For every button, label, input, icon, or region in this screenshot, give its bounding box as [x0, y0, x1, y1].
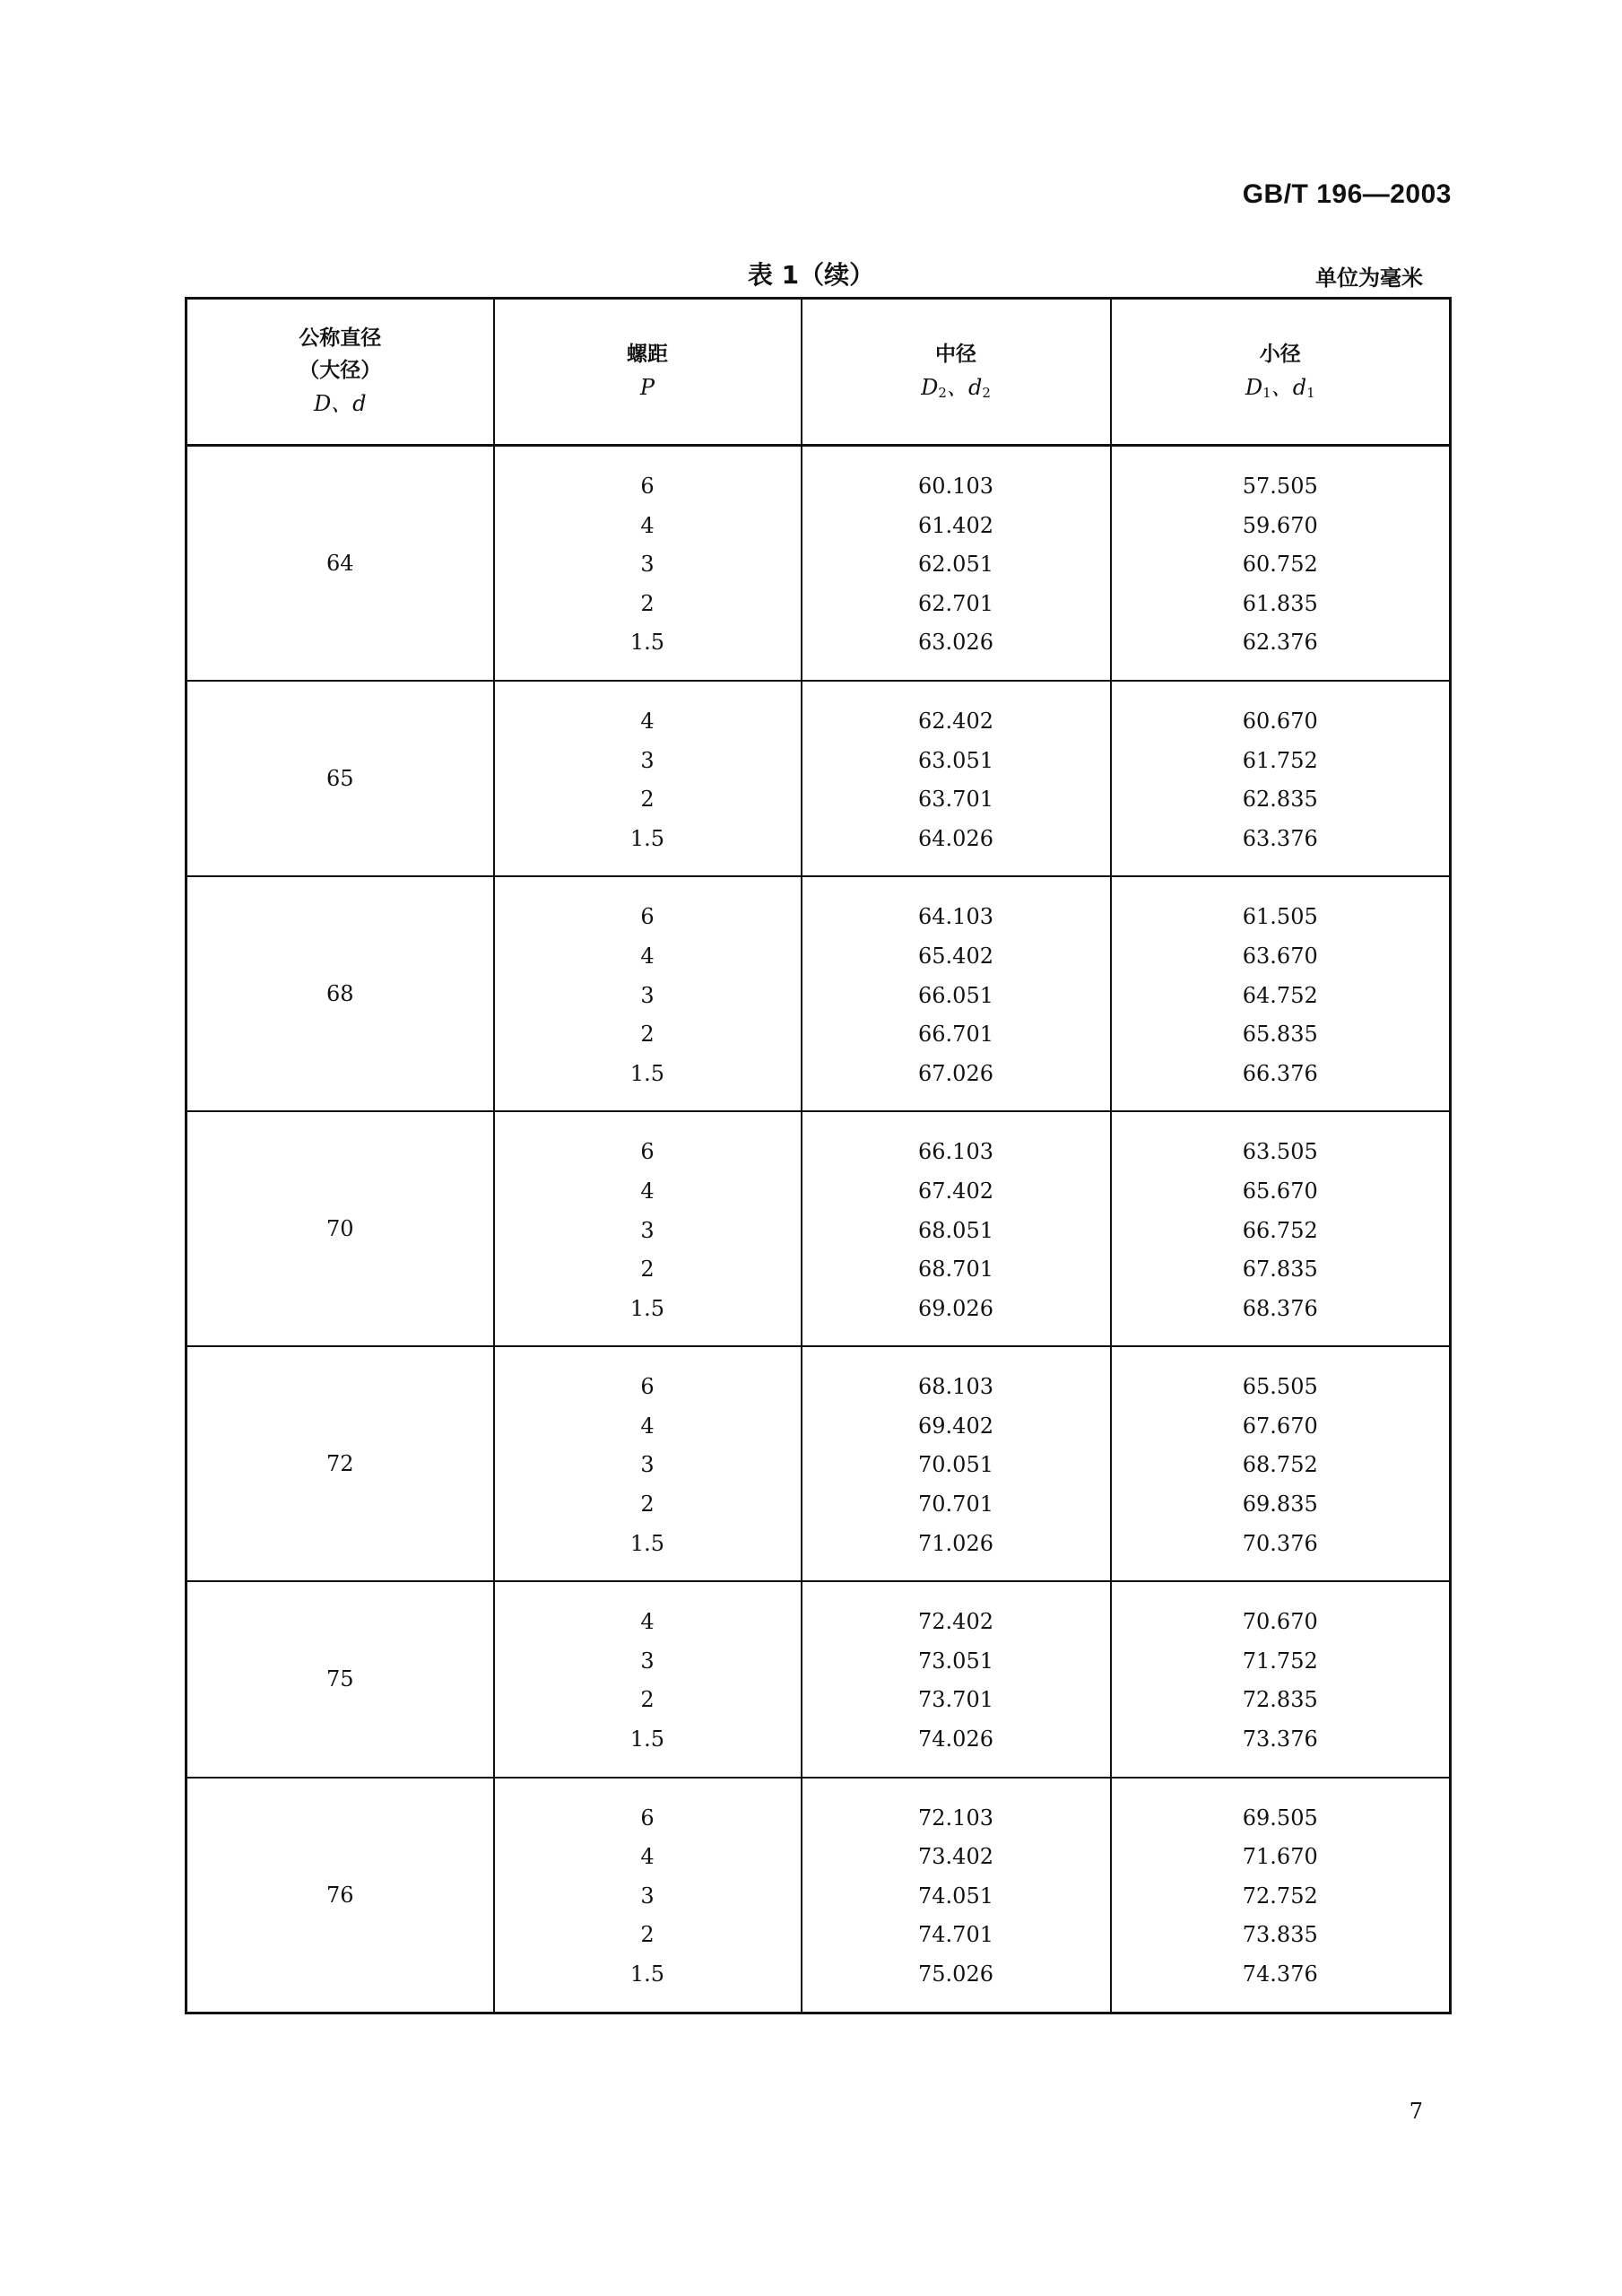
pitch-value: 6: [640, 1805, 655, 1831]
minor-diameter-value: 67.835: [1242, 1257, 1318, 1283]
minor-diameter-cell: [1111, 681, 1451, 876]
pitch-diameter-cell: [802, 1778, 1111, 2013]
minor-diameter-value: 74.376: [1242, 1961, 1318, 1987]
standard-code: GB/T 196—2003: [1242, 179, 1452, 209]
minor-diameter-value: 67.670: [1242, 1413, 1318, 1439]
symbol-minor: d: [1292, 374, 1307, 400]
minor-diameter-value: 71.752: [1242, 1648, 1318, 1674]
pitch-diameter-value: 71.026: [918, 1530, 993, 1556]
pitch-value: 1.5: [629, 1961, 665, 1987]
page-number: 7: [1409, 2099, 1423, 2124]
minor-diameter-list: [1112, 1582, 1450, 1776]
pitch-diameter-value: 63.701: [918, 787, 993, 813]
nominal-diameter-cell: [186, 1346, 494, 1581]
pitch-value: 3: [640, 747, 655, 773]
pitch-cell: [494, 1778, 802, 2013]
pitch-diameter-value: 66.103: [918, 1139, 993, 1165]
header-pitch-symbol: P: [639, 374, 655, 400]
pitch-value: 6: [640, 904, 655, 930]
minor-diameter-cell: [1111, 876, 1451, 1111]
pitch-diameter-value: 73.701: [918, 1687, 993, 1713]
pitch-diameter-value: 75.026: [918, 1961, 993, 1987]
header-pitch-diameter-symbol: $D_2$、$d_2$: [921, 374, 991, 401]
pitch-diameter-cell: [802, 1581, 1111, 1777]
minor-diameter-value: 73.835: [1242, 1922, 1318, 1948]
minor-diameter-value: 72.835: [1242, 1687, 1318, 1713]
nominal-diameter-cell: [186, 876, 494, 1111]
minor-diameter-cell: [1111, 1111, 1451, 1346]
pitch-diameter-value: 74.701: [918, 1922, 993, 1948]
minor-diameter-list: [1112, 1112, 1450, 1345]
pitch-cell: [494, 1581, 802, 1777]
pitch-list: [495, 1347, 801, 1580]
symbol-subscript: 1: [1262, 384, 1271, 401]
minor-diameter-cell: [1111, 446, 1451, 681]
pitch-value: 4: [640, 1413, 655, 1439]
pitch-diameter-value: 72.402: [918, 1609, 993, 1635]
pitch-diameter-list: [802, 1347, 1110, 1580]
pitch-value: 1.5: [629, 1726, 665, 1752]
symbol-subscript: 1: [1306, 384, 1315, 401]
pitch-cell: [494, 1346, 802, 1581]
pitch-value: 2: [640, 590, 655, 616]
pitch-value: 4: [640, 1609, 655, 1635]
table-title: 表 1（续）: [747, 260, 875, 290]
pitch-value: 6: [640, 474, 655, 499]
pitch-diameter-list: [802, 1582, 1110, 1776]
symbol-major: D: [921, 374, 939, 400]
header-minor-diameter: [1111, 299, 1451, 446]
pitch-value: 2: [640, 1022, 655, 1048]
pitch-value: 1.5: [629, 630, 665, 656]
header-minor-diameter-symbol: $D_1$、$d_1$: [1245, 374, 1315, 401]
symbol-major: D: [1245, 374, 1263, 400]
pitch-diameter-value: 67.026: [918, 1060, 993, 1086]
nominal-diameter-value: 72: [325, 1451, 354, 1477]
table-row: [186, 1111, 1451, 1346]
minor-diameter-value: 61.835: [1242, 590, 1318, 616]
thread-dimension-table: [185, 297, 1452, 2014]
pitch-diameter-cell: [802, 681, 1111, 876]
minor-diameter-list: [1112, 1779, 1450, 2012]
pitch-value: 3: [640, 982, 655, 1008]
symbol-subscript: 2: [938, 384, 947, 401]
header-nominal-label: 公称直径: [299, 326, 382, 351]
pitch-diameter-value: 66.701: [918, 1022, 993, 1048]
pitch-diameter-value: 74.051: [918, 1883, 993, 1909]
pitch-diameter-value: 74.026: [918, 1726, 993, 1752]
minor-diameter-value: 57.505: [1242, 474, 1318, 499]
pitch-value: 2: [640, 1257, 655, 1283]
pitch-diameter-list: [802, 877, 1110, 1110]
nominal-diameter-value: 65: [325, 766, 354, 792]
minor-diameter-value: 62.835: [1242, 787, 1318, 813]
pitch-diameter-value: 70.051: [918, 1452, 993, 1478]
pitch-list: [495, 1779, 801, 2012]
minor-diameter-value: 65.670: [1242, 1178, 1318, 1204]
symbol-subscript: 2: [982, 384, 991, 401]
minor-diameter-value: 68.752: [1242, 1452, 1318, 1478]
minor-diameter-value: 69.505: [1242, 1805, 1318, 1831]
minor-diameter-value: 71.670: [1242, 1844, 1318, 1870]
nominal-diameter-value: 68: [325, 981, 354, 1007]
nominal-diameter-cell: [186, 1581, 494, 1777]
pitch-cell: [494, 446, 802, 681]
table-row: [186, 446, 1451, 681]
header-pitch-diameter-label: 中径: [935, 343, 976, 367]
symbol-minor: d: [967, 374, 983, 400]
minor-diameter-value: 59.670: [1242, 512, 1318, 538]
pitch-diameter-cell: [802, 876, 1111, 1111]
pitch-value: 2: [640, 1687, 655, 1713]
minor-diameter-value: 64.752: [1242, 982, 1318, 1008]
header-pitch-label: 螺距: [627, 343, 668, 367]
pitch-diameter-value: 64.103: [918, 904, 993, 930]
minor-diameter-list: [1112, 447, 1450, 680]
pitch-value: 3: [640, 1883, 655, 1909]
pitch-diameter-value: 69.026: [918, 1295, 993, 1321]
minor-diameter-value: 60.752: [1242, 552, 1318, 578]
pitch-value: 2: [640, 1492, 655, 1518]
pitch-list: [495, 1112, 801, 1345]
pitch-value: 3: [640, 552, 655, 578]
pitch-value: 3: [640, 1217, 655, 1243]
pitch-diameter-value: 62.402: [918, 708, 993, 734]
nominal-diameter-cell: [186, 681, 494, 876]
header-minor-diameter-label: 小径: [1259, 343, 1301, 367]
nominal-diameter-cell: [186, 1111, 494, 1346]
pitch-list: [495, 447, 801, 680]
pitch-diameter-list: [802, 1112, 1110, 1345]
pitch-diameter-value: 67.402: [918, 1178, 993, 1204]
pitch-list: [495, 682, 801, 875]
pitch-value: 3: [640, 1648, 655, 1674]
pitch-diameter-value: 62.701: [918, 590, 993, 616]
pitch-diameter-value: 69.402: [918, 1413, 993, 1439]
pitch-value: 4: [640, 512, 655, 538]
table-row: [186, 1581, 1451, 1777]
minor-diameter-value: 63.376: [1242, 825, 1318, 851]
minor-diameter-value: 61.752: [1242, 747, 1318, 773]
header-nominal-sublabel: （大径）: [299, 358, 382, 382]
pitch-diameter-value: 72.103: [918, 1805, 993, 1831]
pitch-diameter-value: 63.051: [918, 747, 993, 773]
pitch-diameter-value: 73.051: [918, 1648, 993, 1674]
pitch-diameter-cell: [802, 1346, 1111, 1581]
pitch-diameter-list: [802, 1779, 1110, 2012]
minor-diameter-value: 65.505: [1242, 1374, 1318, 1400]
pitch-diameter-list: [802, 447, 1110, 680]
minor-diameter-value: 72.752: [1242, 1883, 1318, 1909]
pitch-diameter-value: 73.402: [918, 1844, 993, 1870]
nominal-diameter-value: 75: [325, 1666, 354, 1692]
nominal-diameter-cell: [186, 446, 494, 681]
pitch-diameter-value: 62.051: [918, 552, 993, 578]
pitch-value: 1.5: [629, 1530, 665, 1556]
pitch-diameter-value: 70.701: [918, 1492, 993, 1518]
pitch-cell: [494, 1111, 802, 1346]
nominal-diameter-value: 70: [325, 1216, 354, 1242]
pitch-diameter-cell: [802, 1111, 1111, 1346]
pitch-diameter-value: 64.026: [918, 825, 993, 851]
pitch-diameter-value: 61.402: [918, 512, 993, 538]
minor-diameter-value: 61.505: [1242, 904, 1318, 930]
pitch-value: 4: [640, 943, 655, 969]
pitch-diameter-value: 65.402: [918, 943, 993, 969]
minor-diameter-value: 66.376: [1242, 1060, 1318, 1086]
minor-diameter-cell: [1111, 1778, 1451, 2013]
minor-diameter-value: 68.376: [1242, 1295, 1318, 1321]
minor-diameter-value: 73.376: [1242, 1726, 1318, 1752]
header-nominal-symbol: D、d: [313, 390, 367, 416]
pitch-value: 6: [640, 1139, 655, 1165]
minor-diameter-value: 70.376: [1242, 1530, 1318, 1556]
minor-diameter-list: [1112, 682, 1450, 875]
pitch-diameter-value: 68.701: [918, 1257, 993, 1283]
pitch-value: 1.5: [629, 1295, 665, 1321]
minor-diameter-value: 66.752: [1242, 1217, 1318, 1243]
minor-diameter-value: 63.505: [1242, 1139, 1318, 1165]
minor-diameter-value: 60.670: [1242, 708, 1318, 734]
pitch-diameter-cell: [802, 446, 1111, 681]
minor-diameter-value: 63.670: [1242, 943, 1318, 969]
nominal-diameter-cell: [186, 1778, 494, 2013]
pitch-value: 4: [640, 1844, 655, 1870]
header-pitch-diameter: [802, 299, 1111, 446]
minor-diameter-cell: [1111, 1581, 1451, 1777]
pitch-cell: [494, 681, 802, 876]
pitch-diameter-value: 66.051: [918, 982, 993, 1008]
pitch-diameter-value: 68.103: [918, 1374, 993, 1400]
nominal-diameter-value: 64: [325, 550, 354, 576]
minor-diameter-value: 69.835: [1242, 1492, 1318, 1518]
nominal-diameter-value: 76: [325, 1882, 354, 1908]
pitch-diameter-list: [802, 682, 1110, 875]
minor-diameter-value: 70.670: [1242, 1609, 1318, 1635]
table-body: [186, 446, 1451, 2013]
table-row: [186, 1778, 1451, 2013]
table-row: [186, 876, 1451, 1111]
table-header-row: [186, 299, 1451, 446]
header-pitch: [494, 299, 802, 446]
minor-diameter-value: 62.376: [1242, 630, 1318, 656]
pitch-diameter-value: 63.026: [918, 630, 993, 656]
table-row: [186, 681, 1451, 876]
minor-diameter-list: [1112, 877, 1450, 1110]
pitch-value: 2: [640, 1922, 655, 1948]
unit-note: 单位为毫米: [1315, 265, 1423, 291]
pitch-list: [495, 877, 801, 1110]
pitch-value: 6: [640, 1374, 655, 1400]
minor-diameter-value: 65.835: [1242, 1022, 1318, 1048]
pitch-value: 1.5: [629, 1060, 665, 1086]
minor-diameter-list: [1112, 1347, 1450, 1580]
pitch-diameter-value: 60.103: [918, 474, 993, 499]
header-nominal-diameter: [186, 299, 494, 446]
pitch-list: [495, 1582, 801, 1776]
pitch-value: 3: [640, 1452, 655, 1478]
minor-diameter-cell: [1111, 1346, 1451, 1581]
table-row: [186, 1346, 1451, 1581]
pitch-value: 1.5: [629, 825, 665, 851]
pitch-diameter-value: 68.051: [918, 1217, 993, 1243]
pitch-value: 4: [640, 1178, 655, 1204]
pitch-value: 2: [640, 787, 655, 813]
pitch-cell: [494, 876, 802, 1111]
pitch-value: 4: [640, 708, 655, 734]
